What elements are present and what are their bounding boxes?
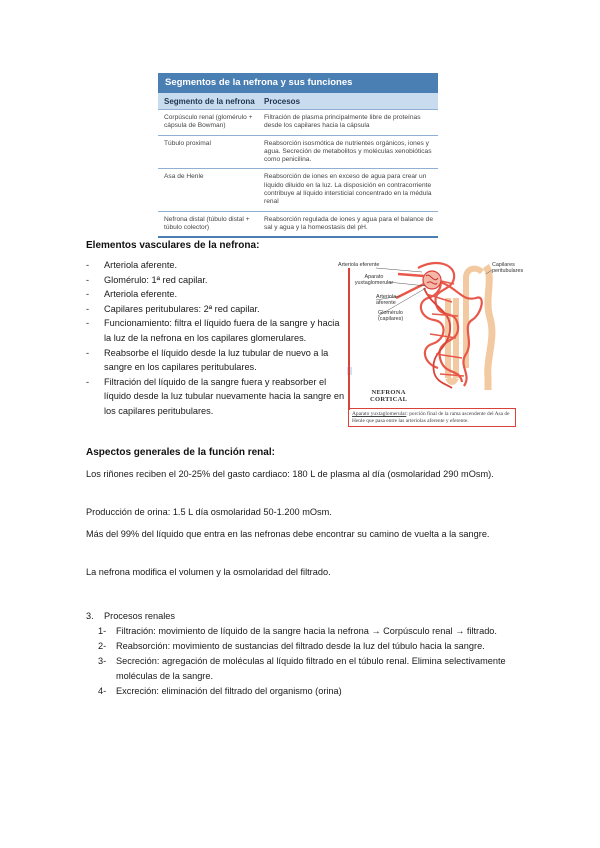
figure-caption <box>348 408 516 427</box>
table-title: Segmentos de la nefrona y sus funciones <box>158 73 438 93</box>
caption-text: : porción final de la rama ascendente del Asa de Henle que pasa entre las arteriolas aferente y eferente. <box>352 411 510 424</box>
cortical-nephron-label <box>370 389 407 403</box>
list-item-text: Glomérulo: 1ª red capilar. <box>104 274 208 285</box>
table-cell-segment: Nefrona distal (túbulo distal + túbulo colector) <box>164 215 250 231</box>
list-item <box>86 639 516 654</box>
cortical-line-2: CORTICAL <box>370 396 408 403</box>
label-glomerulus: Glomérulo (capilares) <box>378 310 404 322</box>
item-text: Reabsorción: movimiento de sustancias del filtrado desde la luz del túbulo hacia la sangre. <box>116 641 485 651</box>
list-item-text: Arteriola eferente. <box>104 289 178 300</box>
renal-processes <box>86 609 516 699</box>
paragraph: La nefrona modifica el volumen y la osmolaridad del filtrado. <box>86 567 331 577</box>
bullet-dash: - <box>86 260 90 270</box>
bullet-dash: - <box>86 289 90 300</box>
caption-term: Aparato yuxtaglomerular <box>352 411 407 417</box>
item-text: Filtración: movimiento de líquido de la sangre hacia la nefrona → Corpúsculo renal → filtrado. <box>116 626 497 636</box>
item-number: 3- <box>98 656 107 666</box>
label-juxtaglomerular: Aparato yuxtaglomerular <box>354 274 394 286</box>
table-row <box>158 110 438 136</box>
list-item <box>86 624 516 639</box>
list-item-text: Arteriola aferente. <box>104 260 178 270</box>
table-row <box>158 169 438 211</box>
table-cell-segment: Corpúsculo renal (glomérulo + cápsula de Bowman) <box>164 114 253 130</box>
label-afferent-arteriole: Arteriola aferente <box>376 294 397 306</box>
table-row <box>158 136 438 170</box>
item-text: Secreción: agregación de moléculas al líquido filtrado en el túbulo renal. Elimina selectivamente moléculas de la sangre. <box>116 656 506 681</box>
item-number: 1- <box>98 626 107 636</box>
table-cell-process: Reabsorción isosmótica de nutrientes orgánicos, iones y agua. Secreción de metabolitos y moléculas xenobióticas como penicilina. <box>264 139 432 164</box>
table-header-segment: Segmento de la nefrona <box>164 96 255 106</box>
list-item <box>86 346 346 375</box>
table-row <box>158 212 438 239</box>
list-item <box>86 316 346 345</box>
section-title <box>86 609 516 624</box>
bullet-dash: - <box>86 274 90 285</box>
section-number: 3. <box>86 611 94 621</box>
list-item-text: Capilares peritubulares: 2ª red capilar. <box>104 303 260 314</box>
item-text: Excreción: eliminación del filtrado del organismo (orina) <box>116 686 342 696</box>
list-item <box>86 684 516 699</box>
list-item-text: Reabsorbe el líquido desde la luz tubular de nuevo a la sangre en los capilares peritubulares. <box>104 347 329 373</box>
renal-heading: Aspectos generales de la función renal: <box>86 447 275 458</box>
label-peritubular-capillaries: Capilares peritubulares <box>492 262 524 274</box>
bullet-dash: - <box>86 376 90 387</box>
list-item <box>86 375 346 419</box>
vascular-heading: Elementos vasculares de la nefrona: <box>86 240 260 251</box>
label-efferent-arteriole: Arteriola eferente <box>338 262 380 268</box>
bullet-dash: - <box>86 318 90 329</box>
vascular-list <box>86 258 346 419</box>
paragraph: Más del 99% del líquido que entra en las nefronas debe encontrar su camino de vuelta a la sangre. <box>86 529 490 539</box>
table-cell-process: Reabsorción de iones en exceso de agua para crear un líquido diluido en la luz. La disposición en contracorriente contribuye al líquido intersticial concentrado en la médula renal <box>264 173 432 206</box>
list-item <box>86 273 346 288</box>
nephron-segments-table <box>158 73 438 238</box>
table-header-process: Procesos <box>264 96 301 106</box>
list-item <box>86 258 346 273</box>
table-cell-process: Reabsorción regulada de iones y agua para el balance de sal y agua y la homeostasis del pH. <box>264 215 433 231</box>
list-item <box>86 302 346 317</box>
list-item <box>86 287 346 302</box>
table-header-row <box>158 93 438 110</box>
paragraph: Los riñones reciben el 20-25% del gasto cardiaco: 180 L de plasma al día (osmolaridad 290 mOsm). <box>86 469 494 479</box>
list-item-text: Funcionamiento: filtra el líquido fuera de la sangre y hacia la luz de la nefrona en los capilares glomerulares. <box>104 318 340 343</box>
item-number: 2- <box>98 641 107 651</box>
table-cell-segment: Asa de Henle <box>164 173 204 181</box>
table-cell-process: Filtración de plasma principalmente libre de proteínas desde los capilares hacia la cápsula <box>264 114 421 130</box>
list-item-text: Filtración del líquido de la sangre fuera y reabsorber el líquido desde la luz tubular nuevamente hacia la sangre en los capilares peritubulares. <box>104 376 345 416</box>
paragraph: Producción de orina: 1.5 L día osmolaridad 50-1.200 mOsm. <box>86 507 332 517</box>
section-title-text: Procesos renales <box>104 611 175 621</box>
list-item <box>86 654 516 684</box>
bullet-dash: - <box>86 303 90 314</box>
table-cell-segment: Túbulo proximal <box>164 139 211 147</box>
bullet-dash: - <box>86 347 90 358</box>
cortical-line-1: NEFRONA <box>371 389 406 396</box>
nephron-figure <box>336 258 524 443</box>
item-number: 4- <box>98 686 107 696</box>
